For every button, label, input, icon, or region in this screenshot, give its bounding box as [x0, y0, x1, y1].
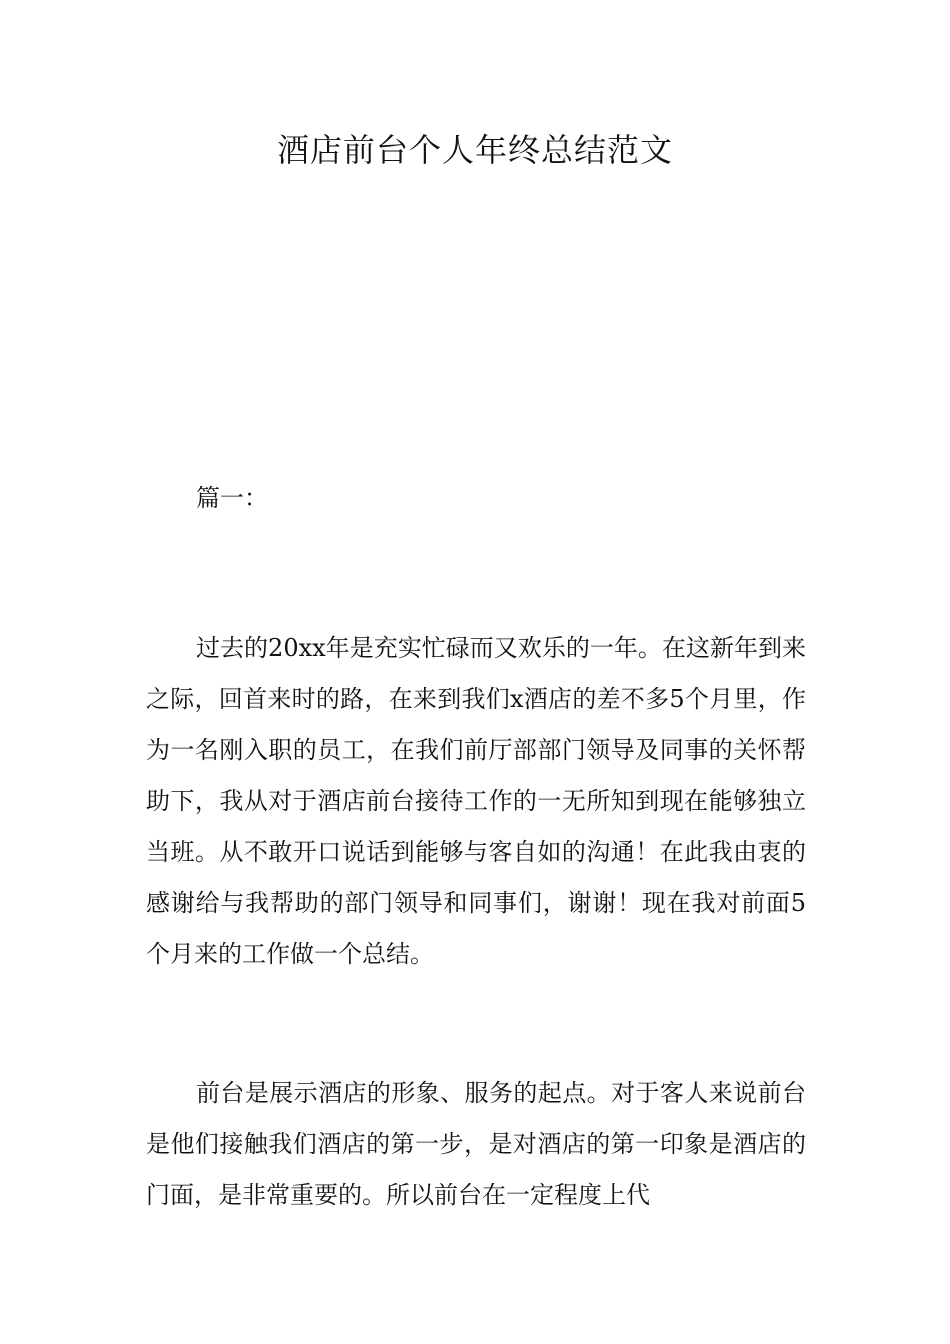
paragraph-2: 前台是展示酒店的形象、服务的起点。对于客人来说前台是他们接触我们酒店的第一步，是对酒店的第一印象是酒店的门面，是非常重要的。所以前台在一定程度上代 [146, 1079, 806, 1209]
section-heading: 篇一： [196, 484, 268, 512]
paragraph-1: 过去的20xx年是充实忙碌而又欢乐的一年。在这新年到来之际，回首来时的路，在来到我们x酒店的差不多5个月里，作为一名刚入职的员工，在我们前厅部部门领导及同事的关怀帮助下，我从对于酒店前台接待工作的一无所知到现在能够独立当班。从不敢开口说话到能够与客自如的沟通！在此我由衷的感谢给与我帮助的部门领导和同事们，谢谢！现在我对前面5个月来的工作做一个总结。 [146, 634, 806, 968]
document-title: 酒店前台个人年终总结范文 [276, 131, 673, 169]
